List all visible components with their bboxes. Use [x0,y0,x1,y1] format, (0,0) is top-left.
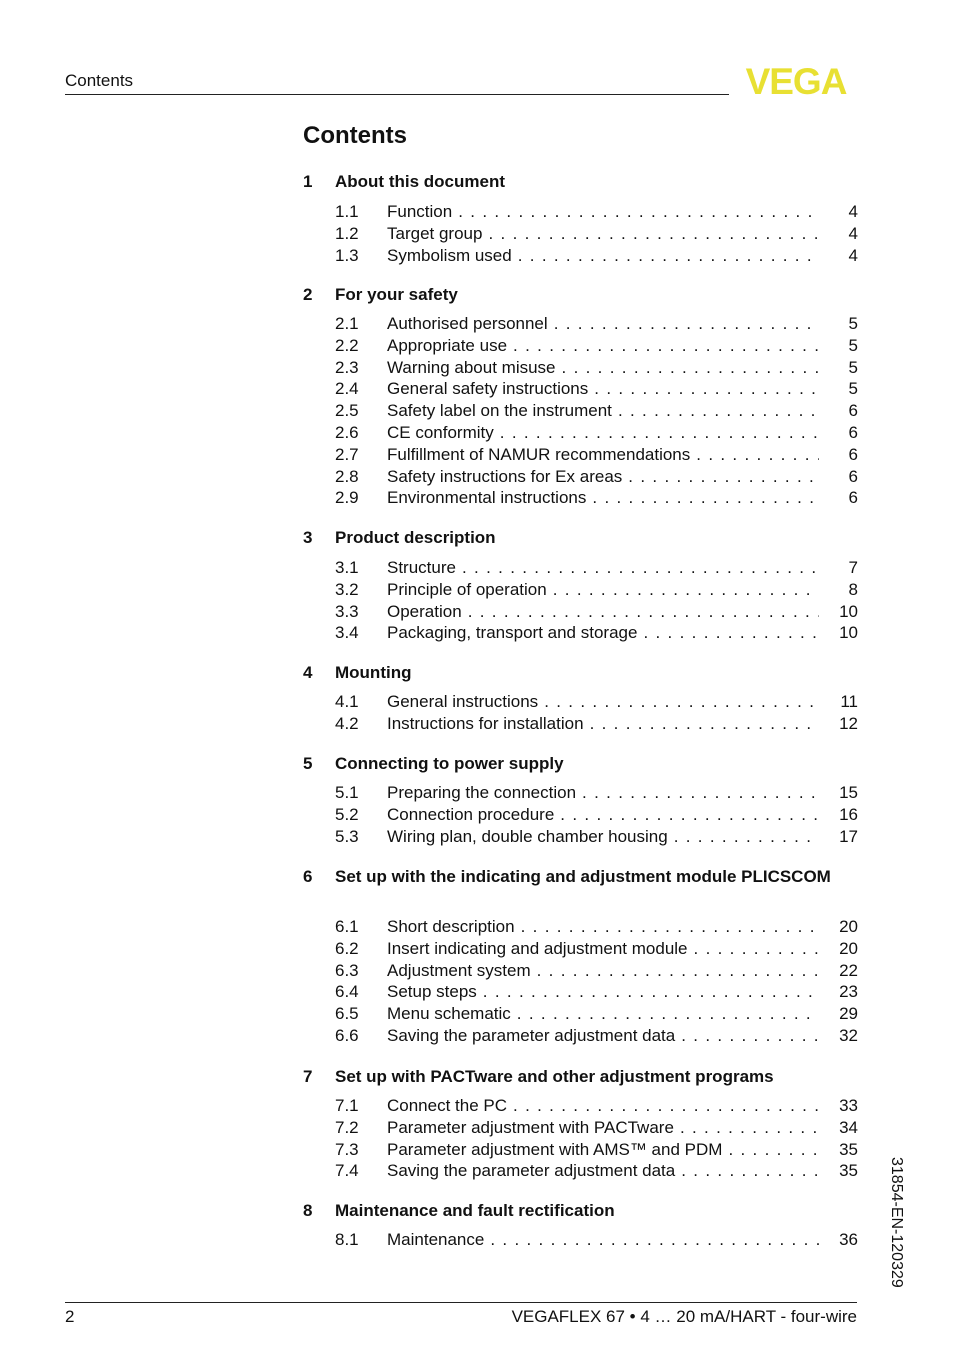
toc-entry-number: 4.2 [335,713,359,733]
toc-entry-title: Symbolism used . . . [387,245,819,267]
toc-entry-title: Appropriate use . . . [387,335,819,357]
toc-entry-title: General instructions . . . [387,691,819,713]
toc-entry[interactable] [303,422,858,444]
toc-entry-title: Principle of operation . . . [387,579,819,601]
toc-entry-title: CE conformity . . . [387,422,819,444]
toc-section-heading[interactable] [303,172,858,196]
toc-entry-page: 5 [848,379,858,399]
toc-entry[interactable] [303,981,858,1003]
toc-entry-number: 7.2 [335,1117,359,1137]
toc-entry-page: 23 [839,982,858,1002]
toc-section-title: Set up with the indicating and adjustment module PLICSCOM [335,867,831,886]
toc-entry-title: Target group . . . [387,223,819,245]
toc-entry[interactable] [303,938,858,960]
toc-entry[interactable] [303,223,858,245]
toc-entry-number: 6.4 [335,982,359,1002]
toc-entry-page: 6 [848,466,858,486]
toc-entry-number: 3.3 [335,601,359,621]
toc-entry-page: 8 [848,579,858,599]
toc-entry-number: 1.3 [335,245,359,265]
toc-entry-page: 32 [839,1025,858,1045]
toc-entry-page: 34 [839,1117,858,1137]
toc-entry-title: Safety label on the instrument . . . [387,400,819,422]
toc-entry[interactable] [303,487,858,509]
toc-section-number: 5 [303,754,313,773]
toc-section [303,172,858,265]
toc-entry[interactable] [303,960,858,982]
toc-entry[interactable] [303,1025,858,1047]
toc-section-heading[interactable] [303,1067,858,1091]
toc-section [303,754,858,846]
toc-entry-page: 5 [848,357,858,377]
toc-section-title: Set up with PACTware and other adjustment programs [335,1067,774,1086]
toc-entry-number: 2.9 [335,488,359,508]
toc-entry-title: General safety instructions . . . [387,378,819,400]
svg-text:VEGA: VEGA [745,64,847,98]
toc-section-heading[interactable] [303,867,858,891]
toc-entry-title: Short description . . . [387,916,819,938]
toc-entry-title: Parameter adjustment with PACTware . . . [387,1117,819,1139]
toc-section [303,1201,858,1249]
toc-entry-number: 6.5 [335,1004,359,1024]
footer-page-number: 2 [65,1307,75,1326]
toc-entry-title: Wiring plan, double chamber housing . . . [387,826,819,848]
toc-entry-number: 2.8 [335,466,359,486]
toc-entry-title: Saving the parameter adjustment data . . . [387,1025,819,1047]
toc-entry[interactable] [303,804,858,826]
toc-entry[interactable] [303,826,858,848]
toc-entry-number: 3.1 [335,558,359,577]
toc-section-number: 8 [303,1201,313,1220]
vega-logo [734,64,858,98]
toc-entry-page: 20 [839,917,858,936]
toc-entry-title: Parameter adjustment with AMS™ and PDM . . . [387,1139,819,1161]
toc-entry-number: 1.2 [335,223,359,243]
toc-entry[interactable] [303,444,858,466]
toc-entry-number: 4.1 [335,692,359,711]
toc-entry-page: 4 [848,245,858,265]
toc-entry-page: 6 [848,401,858,421]
toc-entry-page: 17 [839,826,858,846]
toc-entry-title: Adjustment system . . . [387,960,819,982]
toc-entry[interactable] [303,1117,858,1139]
toc-entry-number: 2.5 [335,401,359,421]
toc-entry-page: 35 [839,1161,858,1181]
toc-section [303,663,858,733]
toc-section [303,867,858,1045]
toc-section-number: 6 [303,867,313,886]
toc-entry-number: 3.4 [335,623,359,643]
toc-entry-page: 4 [848,202,858,221]
toc-entry-title: Menu schematic . . . [387,1003,819,1025]
toc-section-heading[interactable] [303,285,858,309]
toc-entry[interactable] [303,1139,858,1161]
toc-entry[interactable] [303,1095,858,1117]
toc-entry-page: 6 [848,422,858,442]
toc-entry-page: 5 [848,335,858,355]
toc-entry[interactable] [303,1160,858,1182]
toc-entry-number: 2.2 [335,335,359,355]
toc-entry[interactable] [303,691,858,713]
document-code: 31854-EN-120329 [888,1157,905,1288]
toc-entry[interactable] [303,466,858,488]
toc-entry-page: 6 [848,488,858,508]
toc-entry-page: 36 [839,1230,858,1249]
footer-product: VEGAFLEX 67 • 4 … 20 mA/HART - four-wire [511,1307,857,1326]
toc-entry-title: Connection procedure . . . [387,804,819,826]
toc-entry-page: 10 [839,601,858,621]
toc-section-title: Connecting to power supply [335,754,564,773]
toc-entry[interactable] [303,378,858,400]
toc-section-heading[interactable] [303,528,858,552]
toc-entry-page: 4 [848,223,858,243]
toc-entry-number: 2.1 [335,314,359,333]
toc-entry-number: 6.3 [335,960,359,980]
toc-section-number: 7 [303,1067,313,1086]
toc-entry[interactable] [303,335,858,357]
toc-entry-page: 22 [839,960,858,980]
toc-section-number: 4 [303,663,313,682]
toc-section-heading[interactable] [303,1201,858,1225]
toc-entry-number: 6.6 [335,1025,359,1045]
page-title: Contents [303,122,407,149]
toc-section-title: Product description [335,528,496,547]
toc-entry[interactable] [303,557,858,579]
toc-entry-title: Warning about misuse . . . [387,357,819,379]
toc-entry-title: Insert indicating and adjustment module . . . [387,938,819,960]
toc-section-title: For your safety [335,285,458,304]
toc-section-title: About this document [335,172,505,191]
toc-entry-number: 8.1 [335,1230,359,1249]
toc-entry[interactable] [303,713,858,735]
toc-entry-page: 10 [839,623,858,643]
toc-entry-title: Structure . . . [387,557,819,579]
toc-entry[interactable] [303,579,858,601]
toc-entry-number: 5.3 [335,826,359,846]
toc-entry-number: 5.1 [335,783,359,802]
toc-section-number: 2 [303,285,313,304]
toc-entry[interactable] [303,400,858,422]
toc-entry-number: 7.3 [335,1139,359,1159]
toc-entry-title: Setup steps . . . [387,981,819,1003]
toc-entry-page: 15 [839,783,858,802]
toc-entry-title: Instructions for installation . . . [387,713,819,735]
toc-entry-page: 29 [839,1004,858,1024]
toc-entry-page: 33 [839,1096,858,1115]
toc-entry[interactable] [303,313,858,335]
toc-entry-title: Authorised personnel . . . [387,313,819,335]
toc-entry-title: Function . . . [387,201,819,223]
toc-entry[interactable] [303,201,858,223]
header-rule [65,94,729,95]
toc-entry-number: 2.3 [335,357,359,377]
toc-entry[interactable] [303,916,858,938]
toc-entry-page: 5 [848,314,858,333]
toc-entry[interactable] [303,622,858,644]
toc-entry-page: 6 [848,444,858,464]
toc-section-number: 1 [303,172,313,191]
toc-section-title: Mounting [335,663,412,682]
toc-entry-number: 2.6 [335,422,359,442]
toc-entry[interactable] [303,601,858,623]
toc-section-heading[interactable] [303,754,858,778]
toc-entry[interactable] [303,1229,858,1251]
toc-entry-number: 7.1 [335,1096,359,1115]
toc-entry-page: 11 [840,692,858,711]
toc-entry-title: Maintenance . . . [387,1229,819,1251]
toc-entry-title: Preparing the connection . . . [387,782,819,804]
toc-entry-title: Safety instructions for Ex areas . . . [387,466,819,488]
header-label: Contents [65,71,134,90]
toc-entry[interactable] [303,1003,858,1025]
toc-entry-page: 12 [839,713,858,733]
footer-rule [65,1302,857,1303]
toc-entry-title: Packaging, transport and storage . . . [387,622,819,644]
toc-entry-title: Saving the parameter adjustment data . . . [387,1160,819,1182]
toc-entry-page: 16 [839,804,858,824]
toc-entry-number: 6.2 [335,938,359,958]
toc-entry-page: 20 [839,938,858,958]
toc-entry-number: 3.2 [335,579,359,599]
toc-entry-title: Fulfillment of NAMUR recommendations . . . [387,444,819,466]
toc-entry-number: 7.4 [335,1161,359,1181]
toc-entry[interactable] [303,782,858,804]
toc-section-heading[interactable] [303,663,858,687]
toc-section-title: Maintenance and fault rectification [335,1201,615,1220]
toc-entry-number: 6.1 [335,917,359,936]
toc-section [303,528,858,643]
toc-entry-number: 1.1 [335,202,359,221]
toc-entry-number: 2.4 [335,379,359,399]
toc-section [303,285,858,508]
toc-entry-page: 35 [839,1139,858,1159]
toc-entry-number: 5.2 [335,804,359,824]
toc-entry-title: Operation . . . [387,601,819,623]
toc-entry-page: 7 [848,558,858,577]
toc-section [303,1067,858,1181]
toc-entry[interactable] [303,357,858,379]
toc-section-number: 3 [303,528,313,547]
toc-entry-title: Environmental instructions . . . [387,487,819,509]
toc-entry-title: Connect the PC . . . [387,1095,819,1117]
toc-entry-number: 2.7 [335,444,359,464]
toc-entry[interactable] [303,245,858,267]
